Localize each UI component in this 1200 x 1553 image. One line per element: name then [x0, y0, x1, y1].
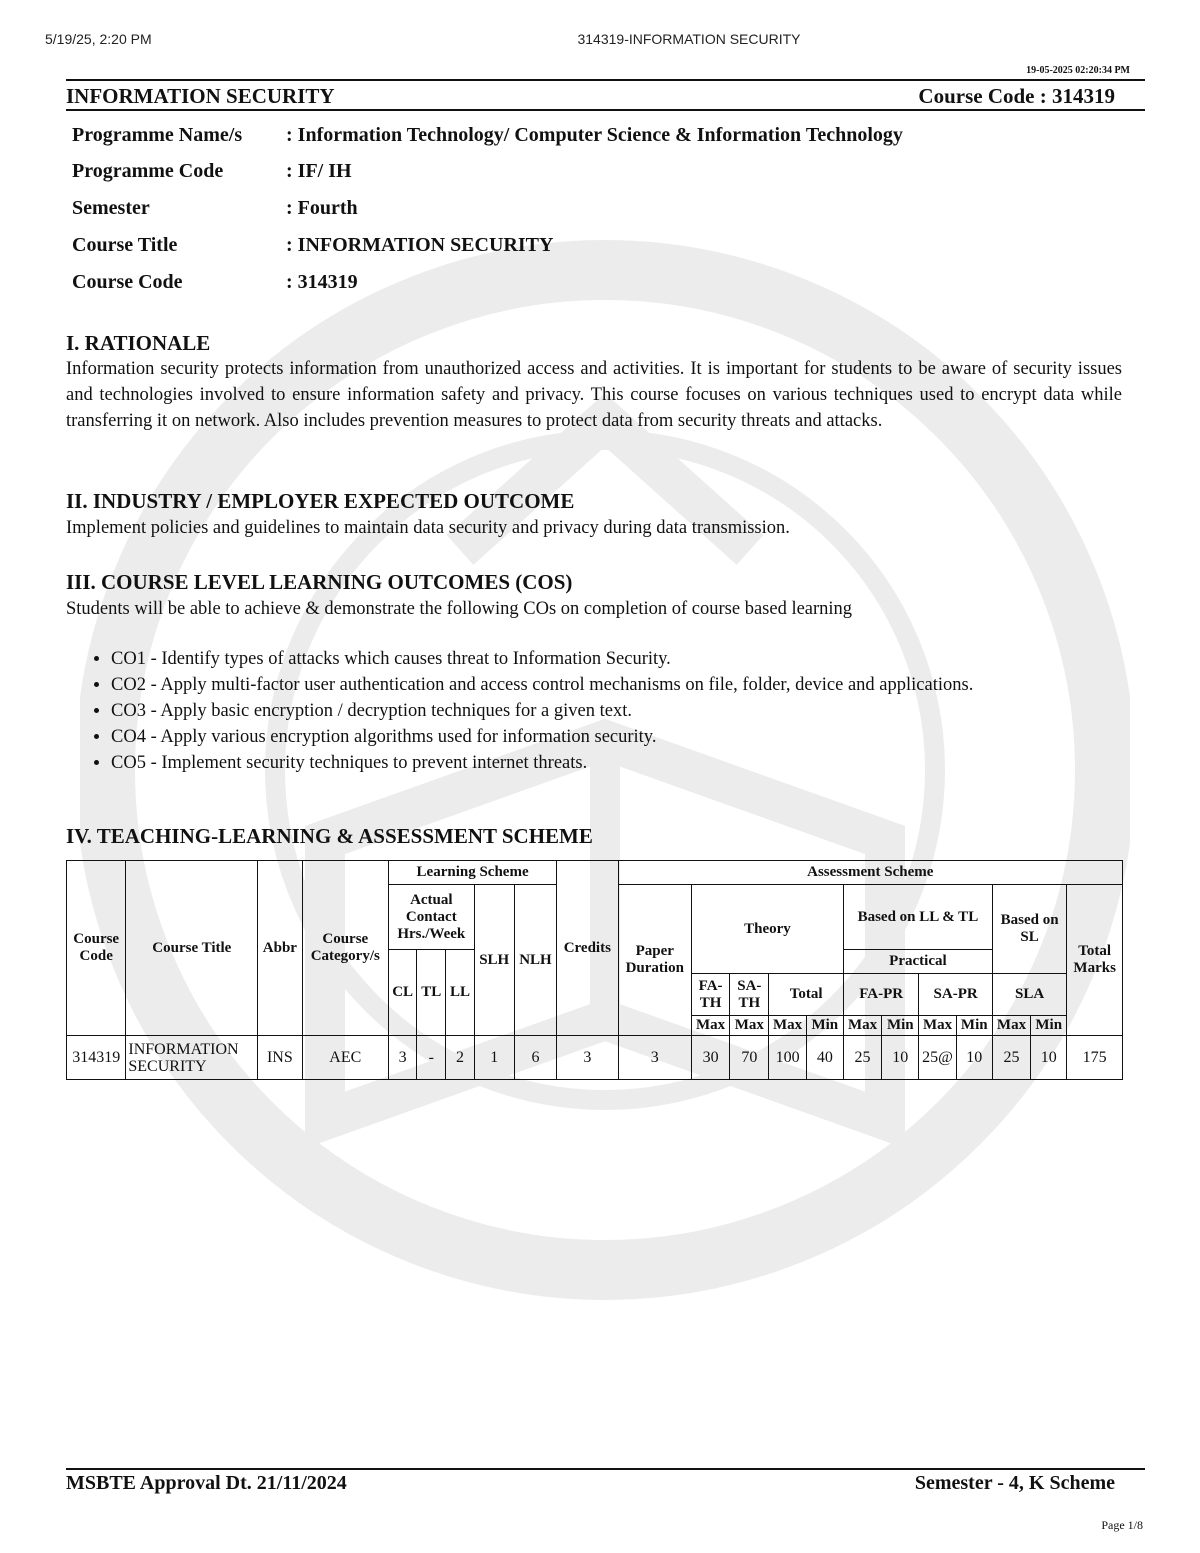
th-fa-pr: FA-PR [843, 974, 918, 1016]
th-ll: LL [446, 950, 474, 1036]
th-min: Min [956, 1016, 992, 1036]
cell-sa-pr-max: 25@ [919, 1036, 956, 1080]
print-doc-title: 314319-INFORMATION SECURITY [577, 31, 801, 47]
th-max: Max [730, 1016, 769, 1036]
th-credits: Credits [557, 861, 618, 1036]
th-assessment-scheme: Assessment Scheme [618, 861, 1122, 885]
cell-abbr: INS [258, 1036, 302, 1080]
header-bottom-rule [66, 109, 1145, 111]
th-max: Max [843, 1016, 881, 1036]
generated-timestamp: 19-05-2025 02:20:34 PM [1026, 65, 1130, 76]
th-cl: CL [389, 950, 417, 1036]
meta-programme-code: Programme Code : IF/ IH [72, 160, 352, 182]
th-theory: Theory [691, 885, 843, 974]
list-item: • CO5 - Implement security techniques to prevent internet threats. [111, 750, 1171, 776]
cell-ll: 2 [446, 1036, 474, 1080]
page-title: INFORMATION SECURITY [66, 84, 335, 108]
cell-sla-min: 10 [1031, 1036, 1067, 1080]
cell-nlh: 6 [514, 1036, 556, 1080]
cell-slh: 1 [474, 1036, 514, 1080]
th-max: Max [769, 1016, 806, 1036]
page-number: Page 1/8 [1101, 1518, 1143, 1532]
th-min: Min [882, 1016, 919, 1036]
scheme-heading: IV. TEACHING-LEARNING & ASSESSMENT SCHEME [66, 824, 593, 848]
course-code-heading: Course Code : 314319 [918, 84, 1115, 108]
th-tl: TL [417, 950, 446, 1036]
th-min: Min [1031, 1016, 1067, 1036]
cell-total-max: 100 [769, 1036, 806, 1080]
co-list [66, 646, 1171, 776]
cell-sa-th-max: 70 [730, 1036, 769, 1080]
list-item: • CO4 - Apply various encryption algorithms used for information security. [111, 724, 1171, 750]
cell-total-min: 40 [806, 1036, 843, 1080]
meta-programme-name: Programme Name/s : Information Technology/ Computer Science & Information Technology [72, 124, 903, 146]
rationale-heading: I. RATIONALE [66, 331, 211, 355]
scheme-table [66, 860, 1123, 1080]
cell-fa-th-max: 30 [691, 1036, 729, 1080]
cell-fa-pr-min: 10 [882, 1036, 919, 1080]
th-max: Max [919, 1016, 956, 1036]
th-paper-duration: Paper Duration [618, 885, 691, 1036]
th-max: Max [691, 1016, 729, 1036]
meta-semester: Semester : Fourth [72, 197, 358, 219]
footer-rule [66, 1468, 1145, 1470]
th-sla: SLA [992, 974, 1066, 1016]
th-practical: Practical [843, 950, 992, 974]
th-total-marks: Total Marks [1067, 885, 1123, 1036]
cell-paper-duration: 3 [618, 1036, 691, 1080]
print-datetime: 5/19/25, 2:20 PM [45, 31, 152, 47]
meta-course-title: Course Title : INFORMATION SECURITY [72, 234, 554, 256]
th-abbr: Abbr [258, 861, 302, 1036]
th-sa-pr: SA-PR [919, 974, 992, 1016]
th-based-sl: Based on SL [992, 885, 1066, 974]
industry-text: Implement policies and guidelines to maintain data security and privacy during data transmission. [66, 518, 790, 538]
th-min: Min [806, 1016, 843, 1036]
th-learning-scheme: Learning Scheme [389, 861, 557, 885]
cos-heading: III. COURSE LEVEL LEARNING OUTCOMES (COS) [66, 570, 573, 594]
table-row [67, 1036, 1123, 1080]
cell-total-marks: 175 [1067, 1036, 1123, 1080]
cell-credits: 3 [557, 1036, 618, 1080]
th-category: Course Category/s [302, 861, 389, 1036]
cell-category: AEC [302, 1036, 389, 1080]
th-fa-th: FA-TH [691, 974, 729, 1016]
list-item: • CO1 - Identify types of attacks which causes threat to Information Security. [111, 646, 1171, 672]
th-slh: SLH [474, 885, 514, 1036]
list-item: • CO3 - Apply basic encryption / decryption techniques for a given text. [111, 698, 1171, 724]
meta-course-code: Course Code : 314319 [72, 271, 358, 293]
approval-date: MSBTE Approval Dt. 21/11/2024 [66, 1472, 347, 1494]
th-nlh: NLH [514, 885, 556, 1036]
cell-course-code: 314319 [67, 1036, 126, 1080]
cell-tl: - [417, 1036, 446, 1080]
th-course-title: Course Title [126, 861, 258, 1036]
th-sa-th: SA-TH [730, 974, 769, 1016]
cell-cl: 3 [389, 1036, 417, 1080]
th-based-ll-tl: Based on LL & TL [843, 885, 992, 950]
list-item: • CO2 - Apply multi-factor user authentication and access control mechanisms on file, folder, device and applications. [111, 672, 1171, 698]
industry-heading: II. INDUSTRY / EMPLOYER EXPECTED OUTCOME [66, 489, 575, 513]
cos-intro: Students will be able to achieve & demonstrate the following COs on completion of course based learning [66, 599, 853, 619]
cell-fa-pr-max: 25 [843, 1036, 881, 1080]
th-course-code: Course Code [67, 861, 126, 1036]
header-top-rule [66, 79, 1145, 81]
th-max: Max [992, 1016, 1030, 1036]
cell-sa-pr-min: 10 [956, 1036, 992, 1080]
rationale-text: Information security protects information from unauthorized access and activities. It is important for students to be aware of security issues and technologies involved to ensure information safety and privacy. This course focuses on various techniques used to encrypt data while transferring it on network. Also includes prevention measures to protect data from security threats and attacks. [66, 359, 1122, 431]
scheme-label: Semester - 4, K Scheme [914, 1472, 1115, 1494]
cell-course-title: INFORMATION SECURITY [126, 1036, 258, 1080]
th-total: Total [769, 974, 843, 1016]
th-actual-contact: Actual Contact Hrs./Week [389, 885, 475, 950]
cell-sla-max: 25 [992, 1036, 1030, 1080]
